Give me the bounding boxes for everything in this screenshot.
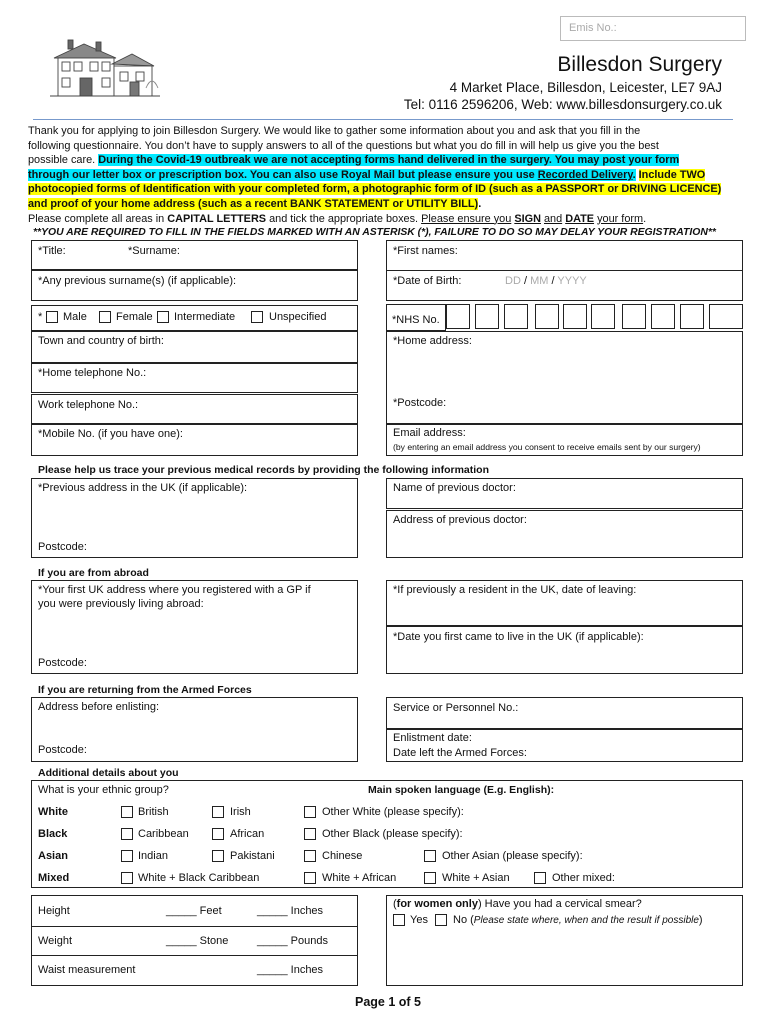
other-asian-label: Other Asian (please specify): — [442, 850, 583, 862]
male-checkbox[interactable] — [46, 311, 58, 323]
first-names-label: *First names: — [393, 245, 458, 257]
pakistani-label: Pakistani — [230, 850, 275, 862]
intermediate-checkbox[interactable] — [157, 311, 169, 323]
nhs-digit-box[interactable] — [563, 304, 587, 329]
british-label: British — [138, 806, 169, 818]
armed-forces-heading: If you are returning from the Armed Forces — [38, 684, 252, 696]
white-african-checkbox[interactable] — [304, 872, 316, 884]
smear-yes-checkbox[interactable] — [393, 914, 405, 926]
work-telephone-field[interactable] — [31, 394, 358, 424]
page-number: Page 1 of 5 — [355, 995, 421, 1009]
enlistment-dates-field[interactable] — [386, 729, 743, 762]
ethnic-group-white: White — [38, 806, 68, 818]
email-label: Email address: — [393, 427, 466, 439]
required-fields-warning: **YOU ARE REQUIRED TO FILL IN THE FIELDS MARKED WITH AN ASTERISK (*), FAILURE TO DO SO MAY DELAY YOUR REGISTRATION** — [33, 227, 716, 238]
previous-postcode-label: Postcode: — [38, 541, 87, 553]
chinese-label: Chinese — [322, 850, 363, 862]
birthplace-label: Town and country of birth: — [38, 335, 164, 347]
nhs-digit-box[interactable] — [680, 304, 704, 329]
other-asian-checkbox[interactable] — [424, 850, 436, 862]
chinese-checkbox[interactable] — [304, 850, 316, 862]
intro-text — [28, 124, 748, 226]
cervical-smear-field[interactable] — [386, 895, 743, 986]
first-uk-address-label-2: you were previously living abroad: — [38, 598, 204, 610]
indian-checkbox[interactable] — [121, 850, 133, 862]
nhs-digit-box[interactable] — [535, 304, 559, 329]
weight-field[interactable] — [31, 926, 358, 956]
british-checkbox[interactable] — [121, 806, 133, 818]
date-left-forces-label: Date left the Armed Forces: — [393, 747, 527, 759]
height-label: Height — [38, 905, 70, 917]
white-black-caribbean-checkbox[interactable] — [121, 872, 133, 884]
date-came-to-uk-field[interactable] — [386, 626, 743, 674]
previous-doctor-field[interactable] — [386, 478, 743, 509]
smear-no-checkbox[interactable] — [435, 914, 447, 926]
female-label: Female — [116, 311, 153, 323]
additional-details-heading: Additional details about you — [38, 767, 179, 779]
previous-doctor-address-label: Address of previous doctor: — [393, 514, 527, 526]
pakistani-checkbox[interactable] — [212, 850, 224, 862]
nhs-number-label: *NHS No. — [392, 314, 440, 326]
home-telephone-label: *Home telephone No.: — [38, 367, 147, 379]
abroad-postcode-label: Postcode: — [38, 657, 87, 669]
surname-label: *Surname: — [128, 245, 180, 257]
nhs-digit-box[interactable] — [504, 304, 528, 329]
first-names-field[interactable] — [386, 240, 743, 271]
other-black-label: Other Black (please specify): — [322, 828, 463, 840]
mobile-field[interactable] — [31, 424, 358, 456]
previous-surname-label: *Any previous surname(s) (if applicable): — [38, 275, 237, 287]
intro-line: Please complete all areas in CAPITAL LETTERS and tick the appropriate boxes. Please ensure you SIGN and DATE your form. — [28, 212, 647, 225]
nhs-digit-box[interactable] — [622, 304, 646, 329]
service-number-label: Service or Personnel No.: — [393, 702, 519, 714]
nhs-digit-box[interactable] — [651, 304, 675, 329]
address-before-enlisting-field[interactable] — [31, 697, 358, 762]
ethnic-group-mixed: Mixed — [38, 872, 70, 884]
intermediate-label: Intermediate — [174, 311, 236, 323]
surgery-building-logo — [50, 38, 160, 100]
intro-line: following questionnaire. You don’t have to supply answers to all of the questions but what you do fill in will help us give you the best — [28, 139, 659, 152]
previous-doctor-address-field[interactable] — [386, 510, 743, 558]
ethnic-group-asian: Asian — [38, 850, 68, 862]
intro-line: possible care. During the Covid-19 outbreak we are not accepting forms hand delivered in the surgery. You may post your form — [28, 154, 680, 167]
ethnicity-table — [31, 780, 743, 888]
nhs-number-field — [386, 302, 743, 331]
date-of-birth-field[interactable] — [386, 270, 743, 301]
irish-label: Irish — [230, 806, 251, 818]
height-feet: _____ Feet — [166, 905, 222, 917]
nhs-digit-box[interactable] — [591, 304, 615, 329]
waist-field[interactable] — [31, 955, 358, 986]
emis-number-field[interactable] — [560, 16, 746, 41]
unspecified-label: Unspecified — [269, 311, 327, 323]
enlistment-date-label: Enlistment date: — [393, 732, 472, 744]
white-african-label: White + African — [322, 872, 397, 884]
work-telephone-label: Work telephone No.: — [38, 399, 139, 411]
intro-line: photocopied forms of Identification with your completed form, a photographic form of ID (such as a PASSPORT or DRIVING LICENCE) — [28, 183, 722, 196]
weight-stone: _____ Stone — [166, 935, 229, 947]
title-surname-field[interactable] — [31, 240, 358, 270]
previous-records-heading: Please help us trace your previous medical records by providing the following information — [38, 464, 490, 476]
service-number-field[interactable] — [386, 697, 743, 729]
nhs-digit-box[interactable] — [446, 304, 470, 329]
waist-inches: _____ Inches — [257, 964, 324, 976]
smear-no-label: No (Please state where, when and the result if possible) — [453, 914, 703, 926]
postcode-label: *Postcode: — [393, 397, 447, 409]
home-address-label: *Home address: — [393, 335, 472, 347]
abroad-heading: If you are from abroad — [38, 567, 149, 579]
cervical-smear-question: (for women only) Have you had a cervical smear? — [393, 898, 642, 910]
african-checkbox[interactable] — [212, 828, 224, 840]
caribbean-checkbox[interactable] — [121, 828, 133, 840]
white-asian-checkbox[interactable] — [424, 872, 436, 884]
address-before-enlisting-label: Address before enlisting: — [38, 701, 160, 713]
mobile-label: *Mobile No. (if you have one): — [38, 428, 183, 440]
email-consent-note: (by entering an email address you consent to receive emails sent by our surgery) — [393, 442, 701, 452]
emis-number-label: Emis No.: — [569, 22, 617, 34]
weight-label: Weight — [38, 935, 73, 947]
female-checkbox[interactable] — [99, 311, 111, 323]
irish-checkbox[interactable] — [212, 806, 224, 818]
main-language-label[interactable]: Main spoken language (E.g. English): — [368, 784, 555, 796]
african-label: African — [230, 828, 265, 840]
ethnic-group-black: Black — [38, 828, 68, 840]
white-black-caribbean-label: White + Black Caribbean — [138, 872, 260, 884]
date-came-to-uk-label: *Date you first came to live in the UK (if applicable): — [393, 631, 644, 643]
first-uk-address-label-1: *Your first UK address where you registered with a GP if — [38, 584, 311, 596]
home-telephone-field[interactable] — [31, 363, 358, 393]
unspecified-checkbox[interactable] — [251, 311, 263, 323]
intro-line: and proof of your home address (such as a recent BANK STATEMENT or UTILITY BILL). — [28, 197, 482, 210]
indian-label: Indian — [138, 850, 168, 862]
birthplace-field[interactable] — [31, 331, 358, 363]
date-leaving-uk-field[interactable] — [386, 580, 743, 626]
waist-label: Waist measurement — [38, 964, 136, 976]
date-leaving-uk-label: *If previously a resident in the UK, date of leaving: — [393, 584, 637, 596]
weight-pounds: _____ Pounds — [257, 935, 328, 947]
caribbean-label: Caribbean — [138, 828, 189, 840]
smear-yes-label: Yes — [410, 914, 428, 926]
other-mixed-checkbox[interactable] — [534, 872, 546, 884]
gender-asterisk: * — [38, 311, 43, 323]
nhs-label-cell — [386, 304, 446, 331]
height-inches: _____ Inches — [257, 905, 324, 917]
practice-name: Billesdon Surgery — [557, 53, 722, 76]
practice-contact: Tel: 0116 2596206, Web: www.billesdonsurgery.co.uk — [403, 97, 722, 112]
nhs-digit-box[interactable] — [709, 304, 743, 329]
date-of-birth-label: *Date of Birth: — [393, 275, 462, 287]
other-white-checkbox[interactable] — [304, 806, 316, 818]
first-uk-address-field[interactable] — [31, 580, 358, 674]
white-asian-label: White + Asian — [442, 872, 510, 884]
male-label: Male — [63, 311, 87, 323]
other-white-label: Other White (please specify): — [322, 806, 464, 818]
title-label: *Title: — [38, 245, 66, 257]
ethnic-group-question: What is your ethnic group? — [38, 784, 169, 796]
nhs-digit-box[interactable] — [475, 304, 499, 329]
intro-line: Thank you for applying to join Billesdon Surgery. We would like to gather some information about you and ask that you fill in the — [28, 125, 641, 137]
other-mixed-label: Other mixed: — [552, 872, 615, 884]
forces-postcode-label: Postcode: — [38, 744, 87, 756]
previous-surname-field[interactable] — [31, 270, 358, 301]
practice-address: 4 Market Place, Billesdon, Leicester, LE7 9AJ — [449, 80, 722, 95]
height-field[interactable] — [31, 895, 358, 927]
previous-address-field[interactable] — [31, 478, 358, 558]
email-field[interactable] — [386, 424, 743, 456]
home-address-field[interactable] — [386, 331, 743, 424]
previous-doctor-label: Name of previous doctor: — [393, 482, 516, 494]
header-divider — [33, 119, 733, 120]
previous-address-label: *Previous address in the UK (if applicable): — [38, 482, 248, 494]
dob-format: DD / MM / YYYY — [505, 275, 587, 287]
intro-line: through our letter box or prescription box. You can also use Royal Mail but please ensure you use Recorded Delivery. Include TWO — [28, 168, 706, 181]
gender-field — [31, 305, 358, 331]
other-black-checkbox[interactable] — [304, 828, 316, 840]
